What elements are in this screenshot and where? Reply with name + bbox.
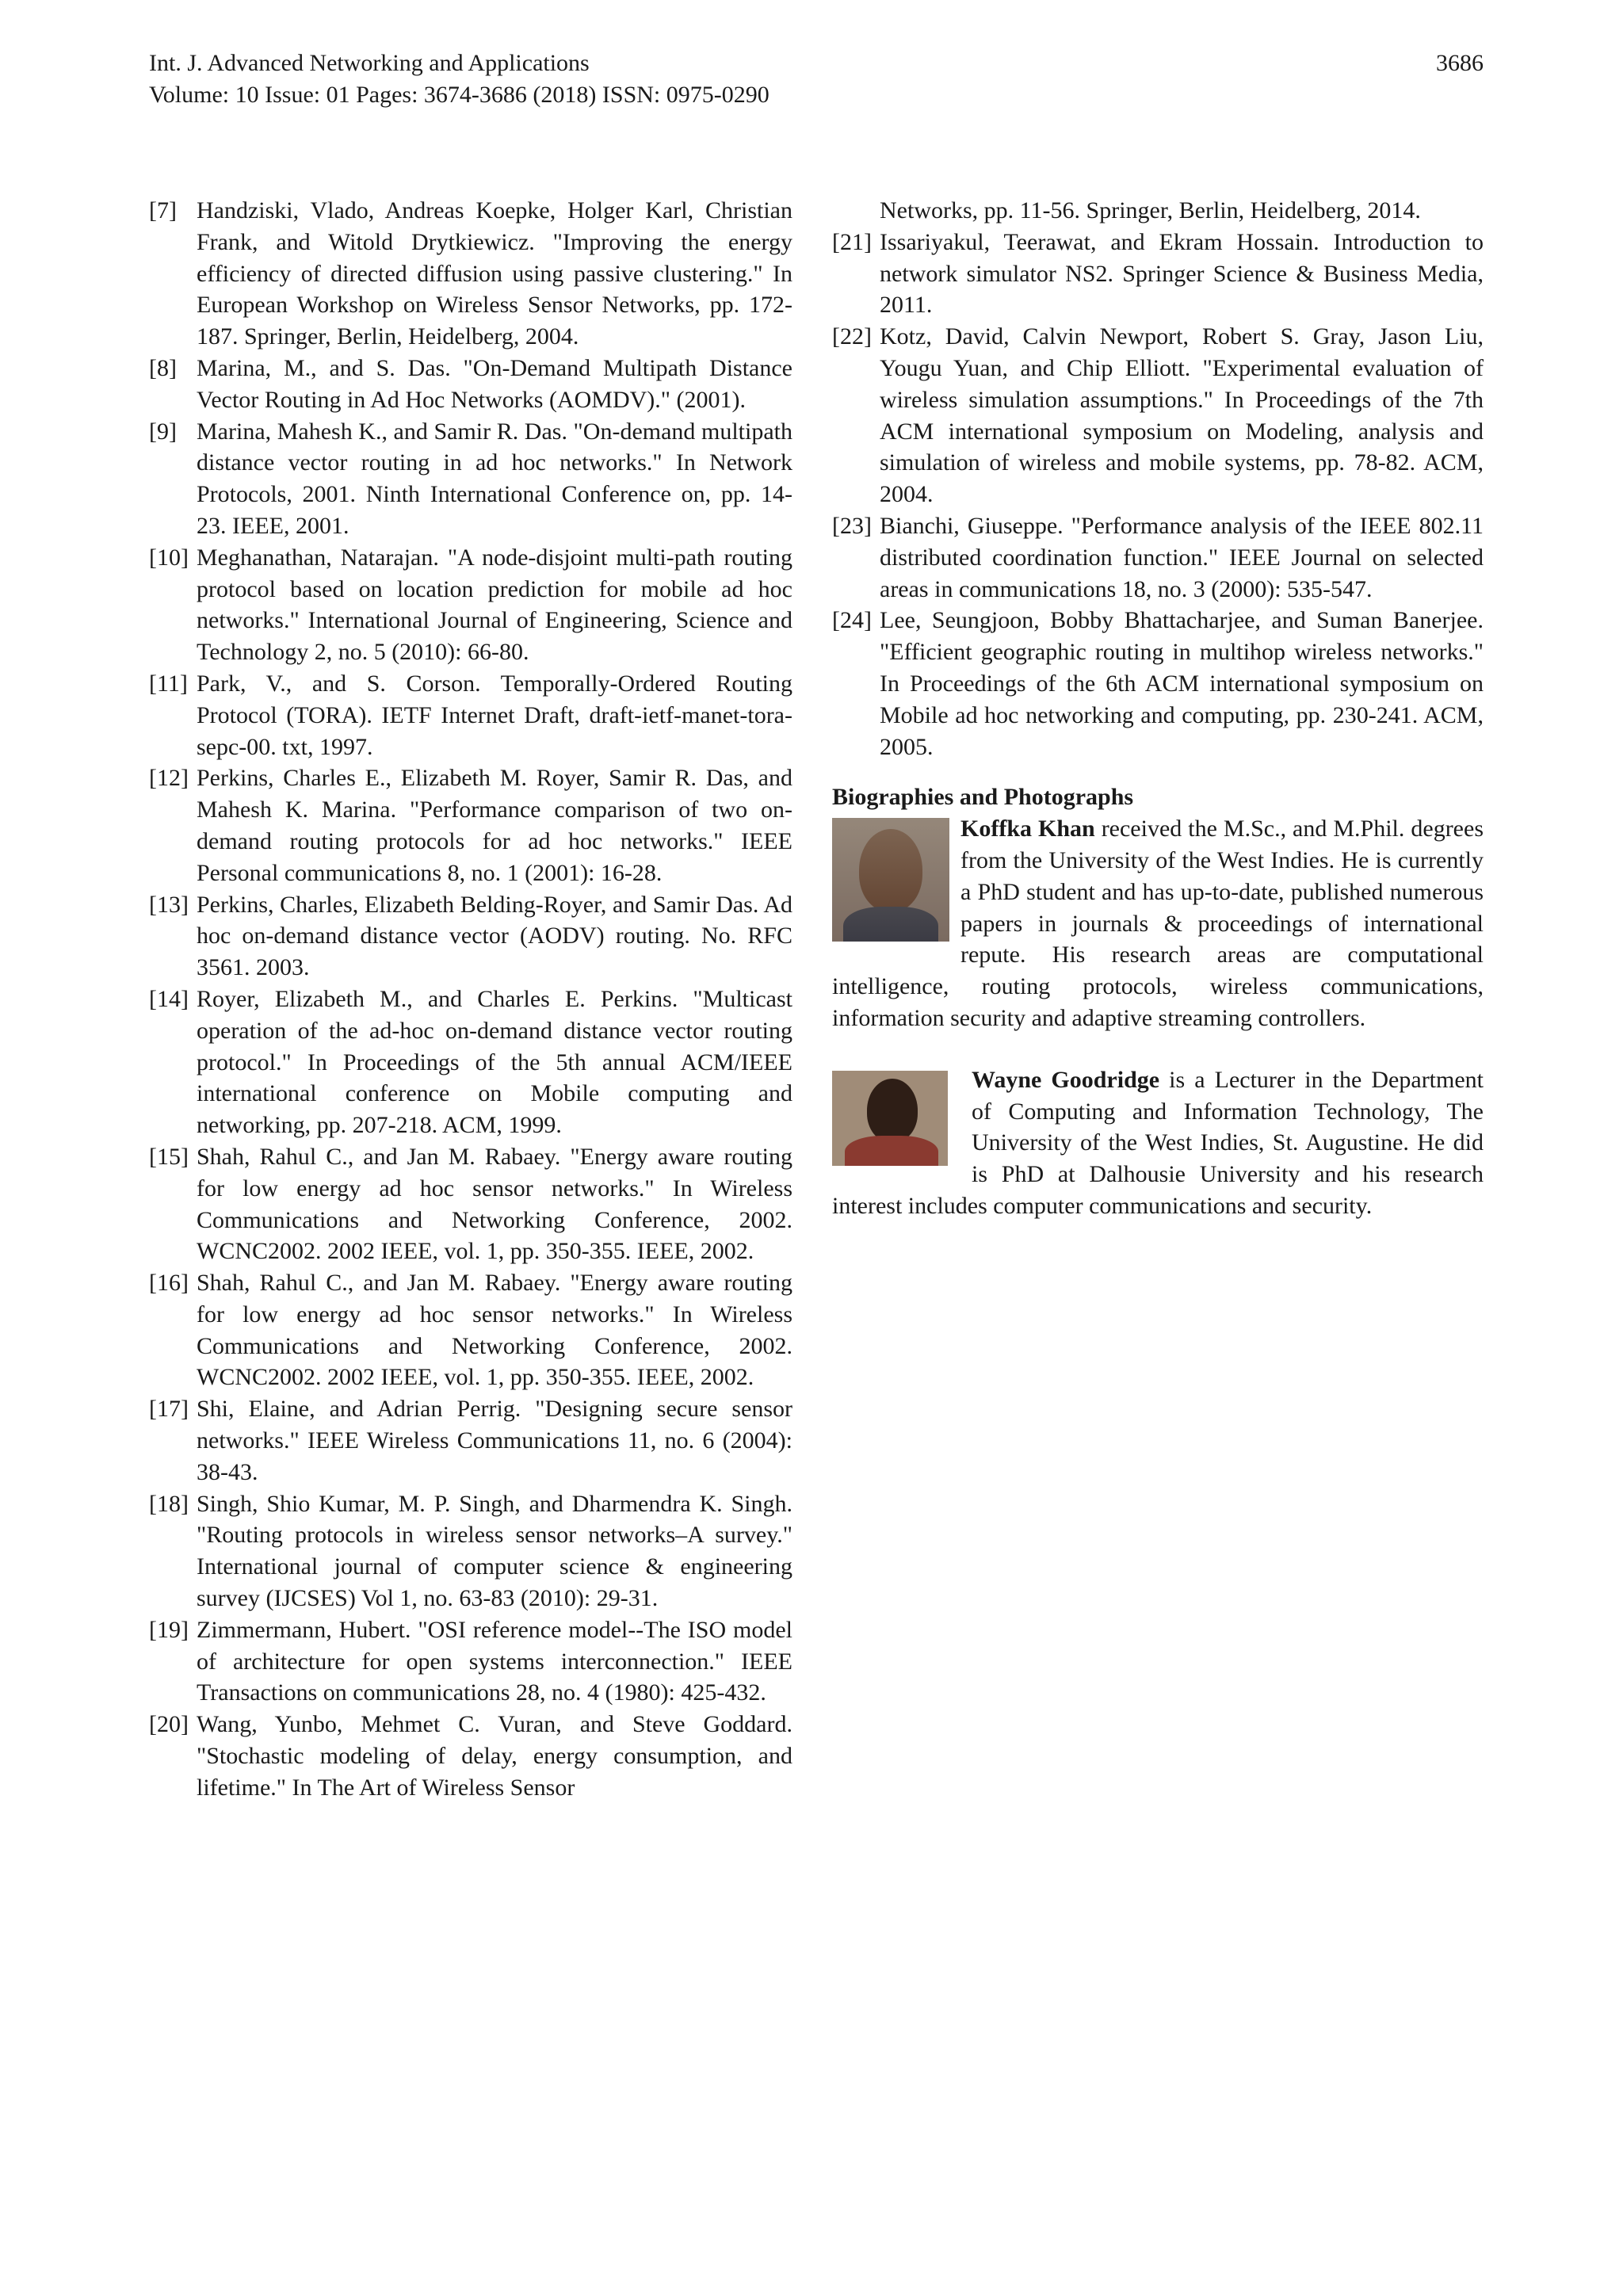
reference-item — [149, 668, 792, 762]
page-header — [149, 48, 1484, 111]
reference-item — [149, 762, 792, 888]
reference-item — [832, 227, 1484, 321]
reference-number: [13] — [149, 891, 189, 918]
reference-list-left — [149, 195, 792, 1804]
reference-text: Perkins, Charles E., Elizabeth M. Royer, Samir R. Das, and Mahesh K. Marina. "Performance comparison of two on-demand routing protocols for ad hoc networks." IEEE Personal communications 8, no. 1 (2001): 16-28. — [197, 765, 792, 886]
reference-text: Park, V., and S. Corson. Temporally-Ordered Routing Protocol (TORA). IETF Internet Draft, draft-ietf-manet-tora-sepc-00. txt, 1997. — [197, 670, 792, 760]
reference-item — [149, 542, 792, 668]
reference-item — [832, 605, 1484, 762]
author-name: Wayne Goodridge — [972, 1066, 1160, 1093]
reference-text: Marina, Mahesh K., and Samir R. Das. "On-demand multipath distance vector routing in ad hoc networks." In Network Protocols, 2001. Ninth International Conference on, pp. 14-23. IEEE, 2001. — [197, 418, 792, 539]
reference-number: [19] — [149, 1616, 189, 1643]
reference-number: [15] — [149, 1143, 189, 1170]
page-number: 3686 — [1436, 50, 1484, 76]
reference-number: [23] — [832, 512, 872, 539]
reference-text: Shah, Rahul C., and Jan M. Rabaey. "Energy aware routing for low energy ad hoc sensor networks." In Wireless Communications and Networking Conference, 2002. WCNC2002. 2002 IEEE, vol. 1, pp. 350-355. IEEE, 2002. — [197, 1270, 792, 1391]
left-column — [149, 195, 792, 1804]
reference-text: Handziski, Vlado, Andreas Koepke, Holger Karl, Christian Frank, and Witold Drytkiewicz. "Improving the energy efficiency of directed diffusion using passive clustering." In European Workshop on Wireless Sensor Networks, pp. 172-187. Springer, Berlin, Heidelberg, 2004. — [197, 197, 792, 350]
biographies-heading: Biographies and Photographs — [832, 784, 1134, 811]
reference-item — [149, 1141, 792, 1267]
reference-item — [149, 1614, 792, 1709]
bio-text: received the M.Sc., and M.Phil. degrees from the University of the West Indies. He is currently a PhD student and has up-to-date, published numerous papers in journals & proceedings of international repute. His research areas are computational intelligence, routing protocols, wireless communications, information security and adaptive streaming controllers. — [832, 816, 1484, 1031]
reference-item — [149, 416, 792, 542]
author-photo — [832, 1071, 948, 1166]
reference-text: Wang, Yunbo, Mehmet C. Vuran, and Steve Goddard. "Stochastic modeling of delay, energy consumption, and lifetime." In The Art of Wireless Sensor — [197, 1711, 792, 1801]
reference-item — [149, 1267, 792, 1393]
reference-number: [24] — [832, 607, 872, 634]
bio-text: is a Lecturer in the Department of Computing and Information Technology, The University of the West Indies, St. Augustine. He did is PhD at Dalhousie University and his research interest includes computer communications and security. — [832, 1066, 1484, 1219]
reference-text: Issariyakul, Teerawat, and Ekram Hossain. Introduction to network simulator NS2. Springer Science & Business Media, 2011. — [880, 228, 1484, 319]
right-column — [832, 195, 1484, 1222]
reference-continuation: Networks, pp. 11-56. Springer, Berlin, Heidelberg, 2014. — [880, 197, 1421, 223]
reference-number: [20] — [149, 1711, 189, 1738]
reference-item — [149, 195, 792, 353]
reference-item — [149, 889, 792, 984]
reference-number: [22] — [832, 323, 872, 350]
reference-item — [149, 353, 792, 416]
reference-item — [149, 1393, 792, 1488]
reference-text: Zimmermann, Hubert. "OSI reference model--The ISO model of architecture for open systems interconnection." IEEE Transactions on communications 28, no. 4 (1980): 425-432. — [197, 1616, 792, 1706]
reference-text: Bianchi, Giuseppe. "Performance analysis of the IEEE 802.11 distributed coordination function." IEEE Journal on selected areas in communications 18, no. 3 (2000): 535-547. — [880, 512, 1484, 602]
reference-text: Shi, Elaine, and Adrian Perrig. "Designing secure sensor networks." IEEE Wireless Communications 11, no. 6 (2004): 38-43. — [197, 1396, 792, 1485]
biography-koffka-khan — [832, 813, 1484, 1034]
author-name: Koffka Khan — [960, 816, 1095, 842]
reference-item — [149, 984, 792, 1141]
reference-number: [8] — [149, 354, 177, 381]
biography-wayne-goodridge — [832, 1064, 1484, 1222]
reference-text: Kotz, David, Calvin Newport, Robert S. Gray, Jason Liu, Yougu Yuan, and Chip Elliott. "Experimental evaluation of wireless simulation assumptions." In Proceedings of the 7th ACM international symposium on Modeling, analysis and simulation of wireless and mobile systems, pp. 78-82. ACM, 2004. — [880, 323, 1484, 508]
reference-number: [7] — [149, 197, 177, 223]
reference-text: Meghanathan, Natarajan. "A node-disjoint multi-path routing protocol based on location prediction for mobile ad hoc networks." International Journal of Engineering, Science and Technology 2, no. 5 (2010): 66-80. — [197, 544, 792, 666]
reference-item — [149, 1488, 792, 1614]
reference-number: [21] — [832, 228, 872, 255]
reference-item — [149, 1709, 792, 1803]
reference-number: [16] — [149, 1270, 189, 1297]
volume-info: Volume: 10 Issue: 01 Pages: 3674-3686 (2018) ISSN: 0975-0290 — [149, 82, 769, 108]
reference-text: Singh, Shio Kumar, M. P. Singh, and Dharmendra K. Singh. "Routing protocols in wireless sensor networks–A survey." International journal of computer science & engineering survey (IJCSES) Vol 1, no. 63-83 (2010): 29-31. — [197, 1490, 792, 1612]
reference-number: [11] — [149, 670, 188, 697]
reference-item — [832, 321, 1484, 510]
reference-text: Lee, Seungjoon, Bobby Bhattacharjee, and Suman Banerjee. "Efficient geographic routing in multihop wireless networks." In Proceedings of the 6th ACM international symposium on Mobile ad hoc networking and computing, pp. 230-241. ACM, 2005. — [880, 607, 1484, 760]
reference-text: Shah, Rahul C., and Jan M. Rabaey. "Energy aware routing for low energy ad hoc sensor networks." In Wireless Communications and Networking Conference, 2002. WCNC2002. 2002 IEEE, vol. 1, pp. 350-355. IEEE, 2002. — [197, 1143, 792, 1265]
reference-number: [12] — [149, 765, 189, 792]
reference-number: [14] — [149, 985, 189, 1012]
reference-number: [10] — [149, 544, 189, 571]
reference-text: Marina, M., and S. Das. "On-Demand Multipath Distance Vector Routing in Ad Hoc Networks (AOMDV)." (2001). — [197, 354, 792, 413]
reference-number: [9] — [149, 418, 177, 445]
reference-number: [17] — [149, 1396, 189, 1423]
reference-number: [18] — [149, 1490, 189, 1517]
reference-text: Royer, Elizabeth M., and Charles E. Perkins. "Multicast operation of the ad-hoc on-demand distance vector routing protocol." In Proceedings of the 5th annual ACM/IEEE international conference on Mobile computing and networking, pp. 207-218. ACM, 1999. — [197, 985, 792, 1139]
author-photo — [832, 818, 949, 942]
journal-title: Int. J. Advanced Networking and Applications — [149, 50, 590, 76]
reference-text: Perkins, Charles, Elizabeth Belding-Royer, and Samir Das. Ad hoc on-demand distance vector (AODV) routing. No. RFC 3561. 2003. — [197, 891, 792, 981]
reference-item — [832, 510, 1484, 605]
reference-list-right — [832, 227, 1484, 763]
